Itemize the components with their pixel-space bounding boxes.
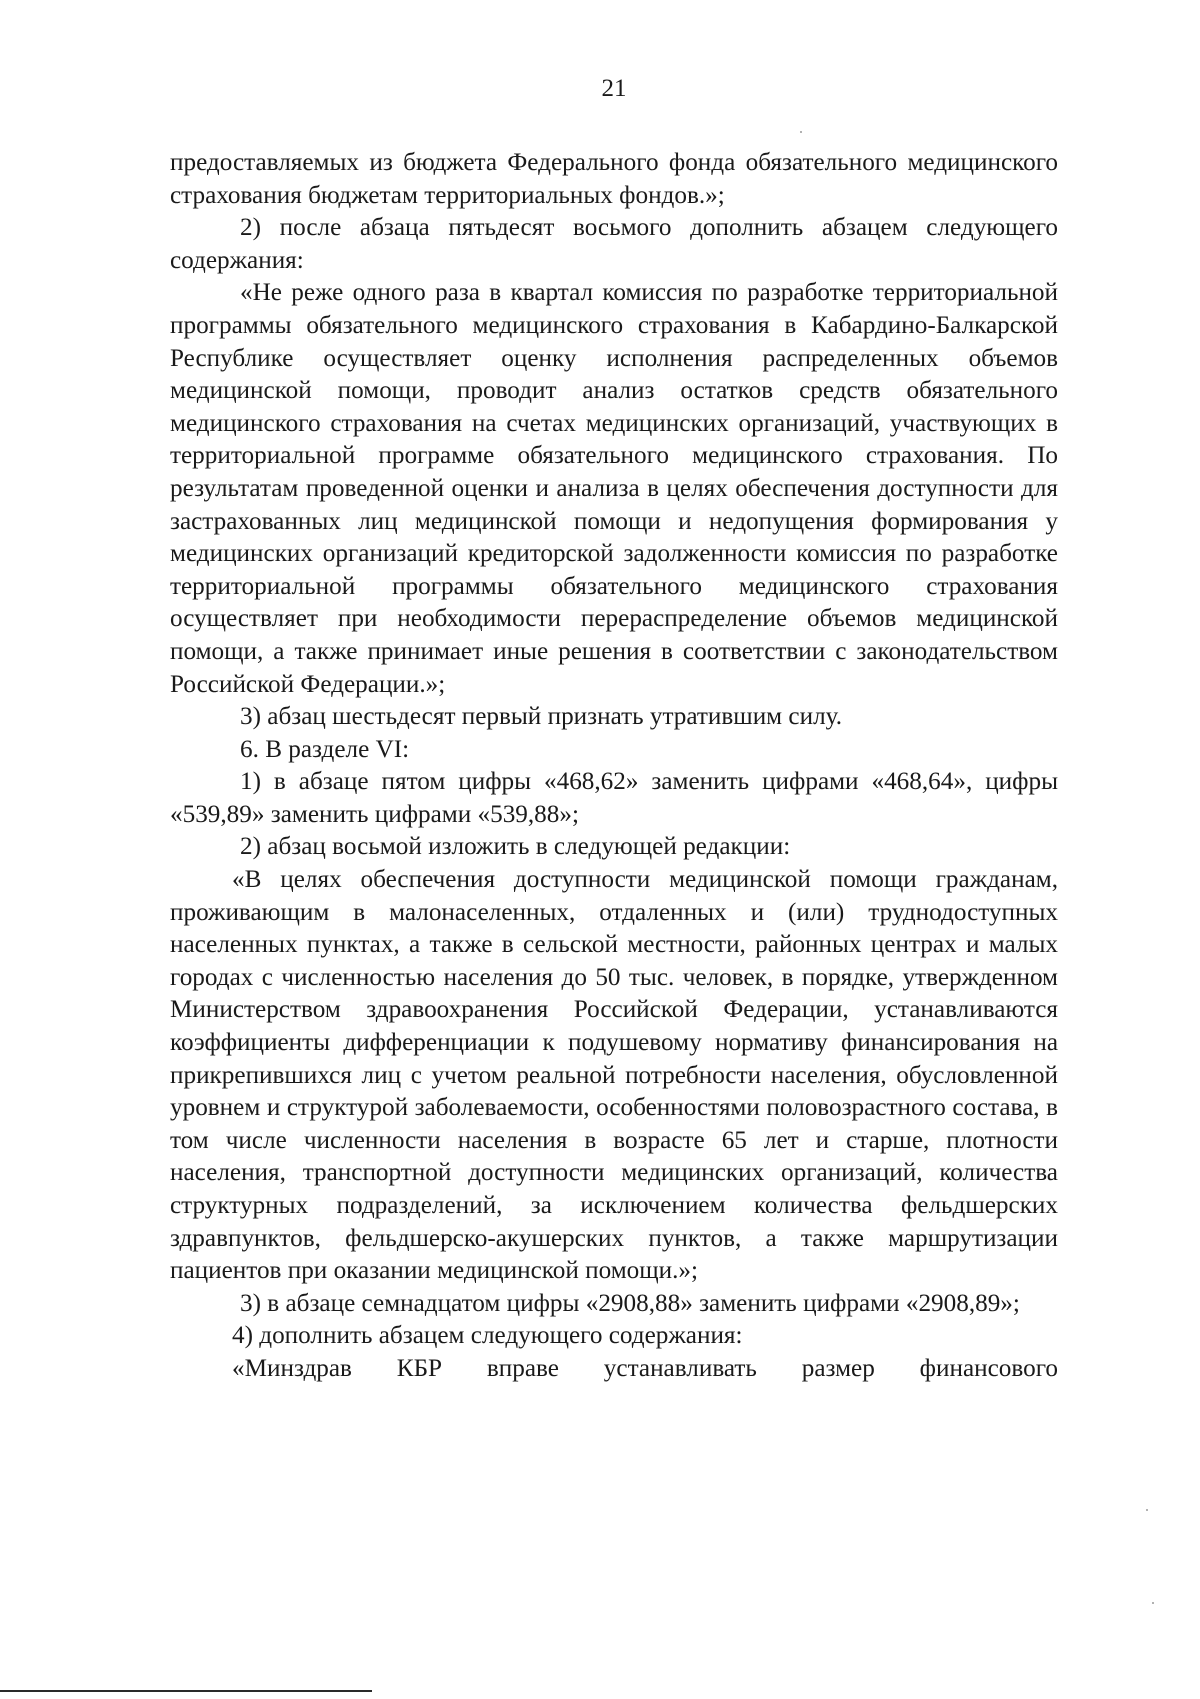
paragraph-section-6-item-1: 1) в абзаце пятом цифры «468,62» заменить цифрами «468,64», цифры «539,89» заменить цифрами «539,88»; xyxy=(170,768,1058,828)
scan-speck xyxy=(1146,1509,1148,1511)
scan-speck xyxy=(1152,1602,1154,1604)
paragraph-quote-minzdrav: «Минздрав КБР вправе устанавливать размер финансового xyxy=(232,1354,1058,1382)
paragraph-item-3: 3) абзац шестьдесят первый признать утратившим силу. xyxy=(240,703,843,731)
paragraph-continuation: предоставляемых из бюджета Федерального фонда обязательного медицинского страхования бюджетам территориальных фондов.»; xyxy=(170,149,1058,209)
paragraph-section-6-item-2: 2) абзац восьмой изложить в следующей редакции: xyxy=(240,833,791,861)
scan-edge-line xyxy=(0,1690,372,1692)
scan-speck xyxy=(800,131,802,133)
paragraph-section-6: 6. В разделе VI: xyxy=(240,735,410,763)
paragraph-quote-coefficients: «В целях обеспечения доступности медицинской помощи гражданам, проживающим в малонаселенных, отдаленных и (или) труднодоступных населенных пунктах, а также в сельской местности, районных центрах и малых городах с численностью населения до 50 тыс. человек, в порядке, утвержденном Министерством здравоохранения Российской Федерации, устанавливаются коэффициенты дифференциации к подушевому нормативу финансирования на прикрепившихся лиц с учетом реальной потребности населения, обусловленной уровнем и структурой заболеваемости, особенностями половозрастного состава, в том числе численности населения в возрасте 65 лет и старше, плотности населения, транспортной доступности медицинских организаций, количества структурных подразделений, за исключением количества фельдшерских здравпунктов, фельдшерско-акушерских пунктов, а также маршрутизации пациентов при оказании медицинской помощи.»; xyxy=(170,866,1058,1285)
paragraph-section-6-item-4: 4) дополнить абзацем следующего содержания: xyxy=(232,1322,743,1350)
paragraph-quote-commission: «Не реже одного раза в квартал комиссия по разработке территориальной программы обязательного медицинского страхования в Кабардино-Балкарской Республике осуществляет оценку исполнения распределенных объемов медицинской помощи, проводит анализ остатков средств обязательного медицинского страхования на счетах медицинских организаций, участвующих в территориальной программе обязательного медицинского страхования. По результатам проведенной оценки и анализа в целях обеспечения доступности для застрахованных лиц медицинской помощи и недопущения формирования у медицинских организаций кредиторской задолженности комиссия по разработке территориальной программы обязательного медицинского страхования осуществляет при необходимости перераспределение объемов медицинской помощи, а также принимает иные решения в соответствии с законодательством Российской Федерации.»; xyxy=(170,279,1058,698)
page-number: 21 xyxy=(601,75,627,102)
paragraph-item-2: 2) после абзаца пятьдесят восьмого дополнить абзацем следующего содержания: xyxy=(170,214,1058,274)
paragraph-section-6-item-3: 3) в абзаце семнадцатом цифры «2908,88» заменить цифрами «2908,89»; xyxy=(240,1289,1020,1317)
document-body xyxy=(170,147,1058,1386)
